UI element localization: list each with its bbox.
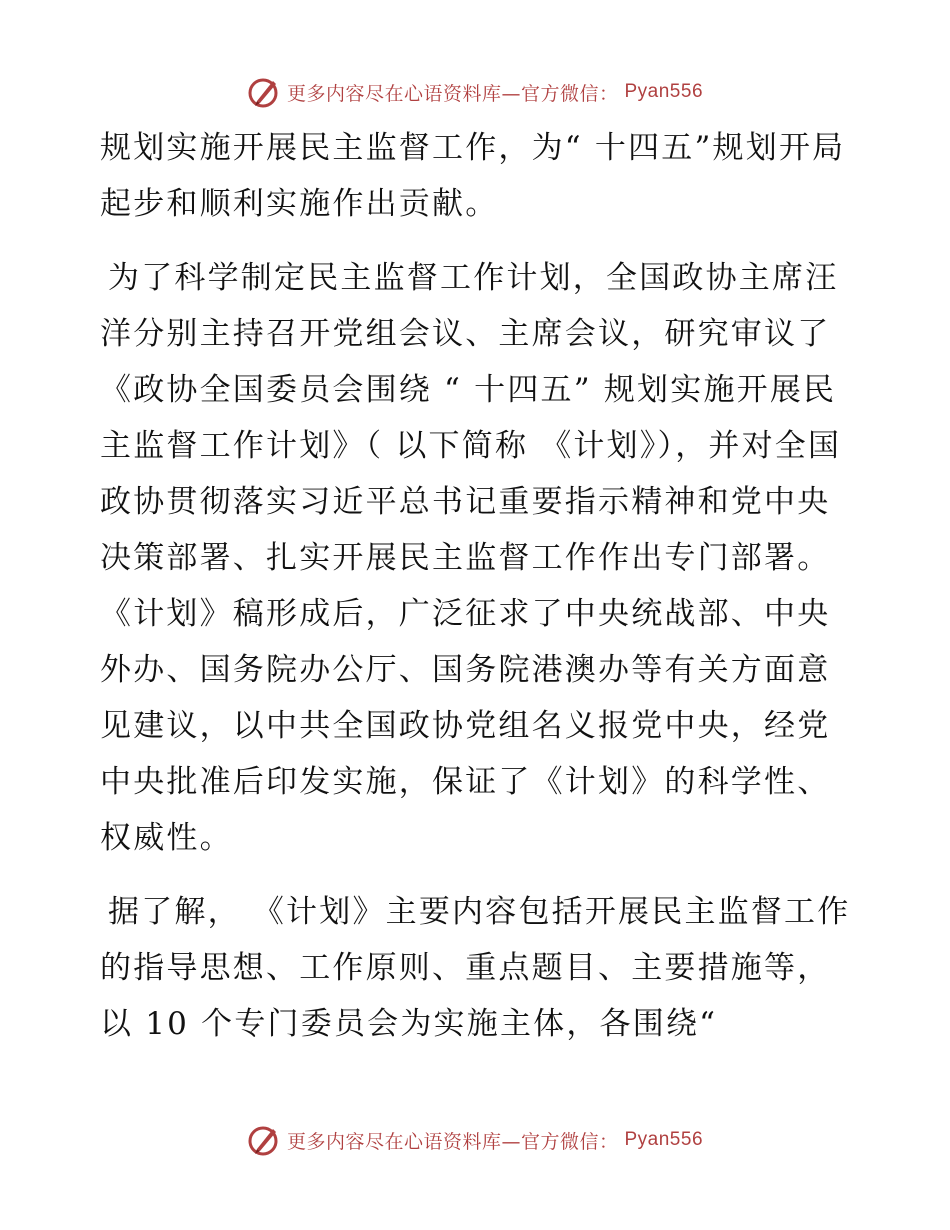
watermark-wechat-id: Pyan556: [624, 1129, 704, 1150]
watermark-text: 更多内容尽在心语资料库—官方微信：: [286, 82, 619, 105]
paragraph-1: 规划实施开展民主监督工作，为“ 十四五”规划开局起步和顺利实施作出贡献。: [100, 130, 846, 222]
watermark-footer: [0, 1120, 950, 1160]
paragraph-3: 据了解， 《计划》主要内容包括开展民主监督工作的指导思想、工作原则、重点题目、主要措施等，以 10 个专门委员会为实施主体，各围绕“: [100, 894, 851, 1042]
watermark-wechat-id: Pyan556: [624, 81, 704, 102]
document-body: [100, 120, 860, 1070]
paragraph-2: 为了科学制定民主监督工作计划，全国政协主席汪洋分别主持召开党组会议、主席会议，研究审议了 《政协全国委员会围绕 “ 十四五” 规划实施开展民主监督工作计划》（ 以下简称 《计划》），并对全国政协贯彻落实习近平总书记重要指示精神和党中央决策部署、扎实开展民主监督工作作出专门部署。 《计划》稿形成后，广泛征求了中央统战部、中央外办、国务院办公厅、国务院港澳办等有关方面意见建议，以中共全国政协党组名义报党中央，经党中央批准后印发实施，保证了《计划》的科学性、权威性。: [100, 260, 842, 856]
quill-logo-icon: [247, 75, 281, 109]
watermark-text: 更多内容尽在心语资料库—官方微信：: [286, 1130, 619, 1153]
watermark-header: [0, 72, 950, 112]
quill-logo-icon: [247, 1123, 281, 1157]
